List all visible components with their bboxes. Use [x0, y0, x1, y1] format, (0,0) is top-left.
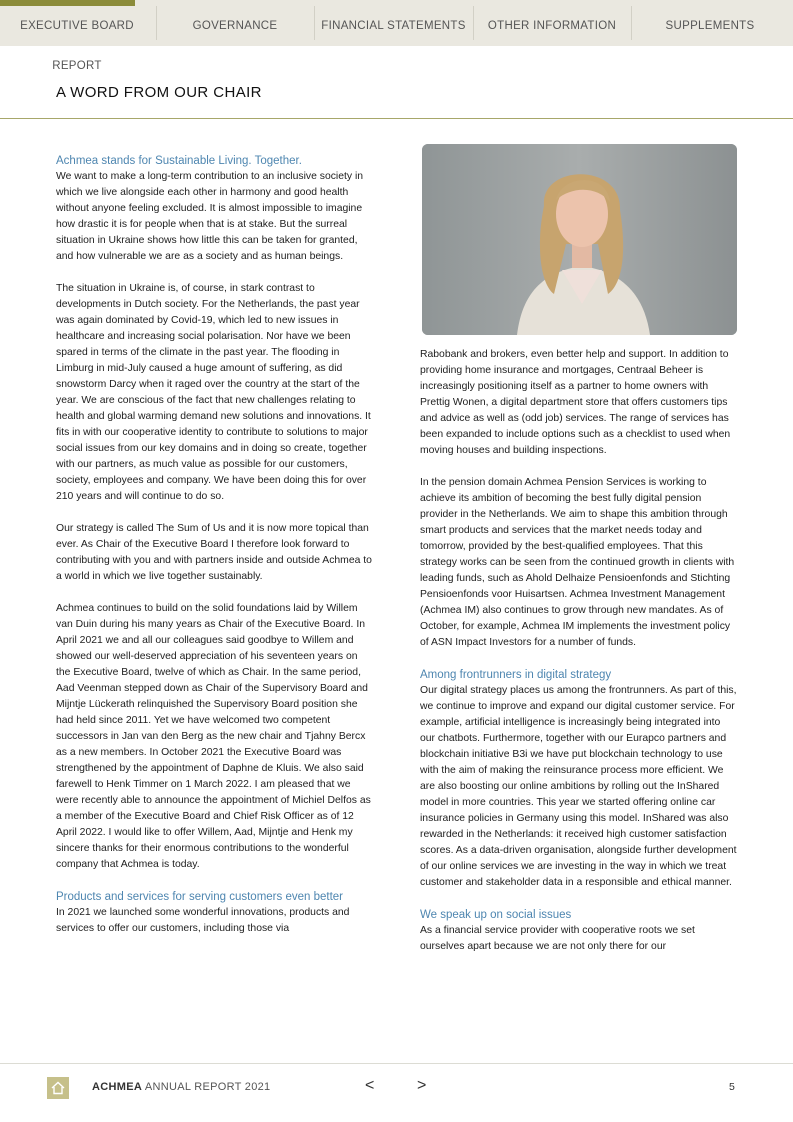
paragraph: Our strategy is called The Sum of Us and it is now more topical than ever. As Chair of the Executive Board I therefore look forward to contributing with you and with partners inside and outside Achmea to a world in which we live together sustainably.	[56, 523, 372, 582]
chair-portrait-photo	[422, 144, 737, 335]
tab-supplements[interactable]: SUPPLEMENTS	[665, 20, 755, 32]
tab-financial-statements[interactable]: FINANCIAL STATEMENTS	[321, 20, 466, 32]
tab-governance[interactable]: GOVERNANCE	[192, 20, 278, 32]
paragraph: In 2021 we launched some wonderful innovations, products and services to offer our customers, including those via	[56, 907, 350, 934]
footer-brand	[92, 1081, 270, 1093]
section-heading-social-issues: We speak up on social issues	[420, 909, 572, 921]
tab-other-information[interactable]: OTHER INFORMATION	[487, 20, 617, 32]
page-title: A WORD FROM OUR CHAIR	[56, 84, 262, 101]
footer-divider	[0, 1063, 793, 1064]
section-heading-digital-strategy: Among frontrunners in digital strategy	[420, 669, 612, 681]
tab-executive-board-report[interactable]: EXECUTIVE BOARD REPORT	[20, 20, 134, 72]
home-button[interactable]	[47, 1077, 69, 1099]
paragraph: Our digital strategy places us among the frontrunners. As part of this, we continue to improve and expand our digital customer service. For example, artificial intelligence is increasingly being integrated into our chatbots. Furthermore, together with our Eurapco partners and blockchain initiative B3i we have put blockchain technology to use with the aim of making the reinsurance process more efficient. We are also boosting our online ambitions by rolling out the InShared model in more countries. This year we started offering online car insurance policies in Germany using this model. InShared was also rewarded in the Netherlands: it received high customer satisfaction scores. As a data-driven organisation, alongside further development of our online services we are investing in the way in which we treat customer and stakeholder data in a responsible and ethical manner.	[420, 685, 737, 888]
next-page-button[interactable]: >	[417, 1077, 427, 1094]
previous-page-button[interactable]: <	[365, 1077, 375, 1094]
page-number: 5	[729, 1081, 735, 1093]
paragraph: Rabobank and brokers, even better help and support. In addition to providing home insurance and mortgages, Centraal Beheer is increasingly positioning itself as a partner to home owners with Prettig Wonen, a digital department store that offers customers tips and advice as well as (odd job) services. The range of services has been expanded to include options such as a checklist to used when moving houses and building inspections.	[420, 349, 731, 456]
paragraph: As a financial service provider with cooperative roots we set ourselves apart because we are not only there for our	[420, 925, 695, 952]
paragraph: The situation in Ukraine is, of course, in stark contrast to developments in Dutch society. For the Netherlands, the past year was again dominated by Covid-19, which led to new issues in healthcare and increasing social polarisation. Nor have we been spared in terms of the climate in the past year. The flooding in Limburg in mid-July caused a huge amount of suffering, as did snowstorm Darcy when it raged over the country at the start of the year. We are conscious of the fact that new challenges relating to health and global warming demand new solutions and innovations. It fits in with our cooperative identity to contribute to solutions to major social issues from our key domains and in doing so create, together with our partners, as much value as possible for our customers, society, employees and company. We have been doing this for over 210 years and will continue to do so.	[56, 283, 371, 502]
report-name: ANNUAL REPORT 2021	[144, 1081, 271, 1093]
home-icon	[47, 1077, 69, 1099]
top-navigation	[0, 0, 793, 72]
brand-name: ACHMEA	[92, 1081, 143, 1093]
paragraph: We want to make a long-term contribution to an inclusive society in which we live alongside each other in harmony and good health without anyone feeling excluded. It is almost impossible to imagine how drastic it is for people when that is at stake. But the surreal situation in Ukraine shows how little this can be taken for granted, and how vulnerable we are as a society and as human beings.	[56, 171, 364, 262]
right-column	[420, 347, 738, 971]
paragraph: Achmea continues to build on the solid foundations laid by Willem van Duin during his many years as Chair of the Executive Board. In April 2021 we and all our colleagues said goodbye to Willem and showed our well-deserved appreciation of his seventeen years on the Executive Board, twelve of which as Chair. In the same period, Aad Veenman stepped down as Chair of the Supervisory Board and Mijntje Lückerath relinquished the Supervisory Board position she had held since 2011. Yet we have welcomed two competent successors in Jan van den Berg as the new chair and Tjahny Bercx as a new members. In October 2021 the Executive Board was strengthened by the appointment of Daphne de Kluis. We also said farewell to Henk Timmer on 1 March 2022. I am pleased that we were recently able to announce the appointment of Michiel Delfos as a member of the Executive Board and Chief Risk Officer as of 12 April 2022. I would like to offer Willem, Aad, Mijntje and Henk my sincere thanks for their enormous contributions to the wonderful company that Achmea is today.	[56, 603, 371, 870]
paragraph: In the pension domain Achmea Pension Services is working to achieve its ambition of becoming the best fully digital pension provider in the Netherlands. We aim to shape this ambition through smart products and services that the market needs today and tomorrow, provided by the best-qualified employees. That this strategy works can be seen from the continued growth in clients with leading funds, such as Ahold Delhaize Pensioenfonds and Stichting Pensioenfonds voor Huisartsen. Achmea Investment Management (Achmea IM) also continues to grow through new mandates. As of October, for example, Achmea IM implements the investment policy of ASN Impact Investors for a number of funds.	[420, 477, 735, 648]
title-divider	[0, 118, 793, 119]
section-heading-products-services: Products and services for serving customers even better	[56, 891, 343, 903]
left-column	[56, 153, 374, 953]
section-heading-sustainable-living: Achmea stands for Sustainable Living. Together.	[56, 155, 302, 167]
